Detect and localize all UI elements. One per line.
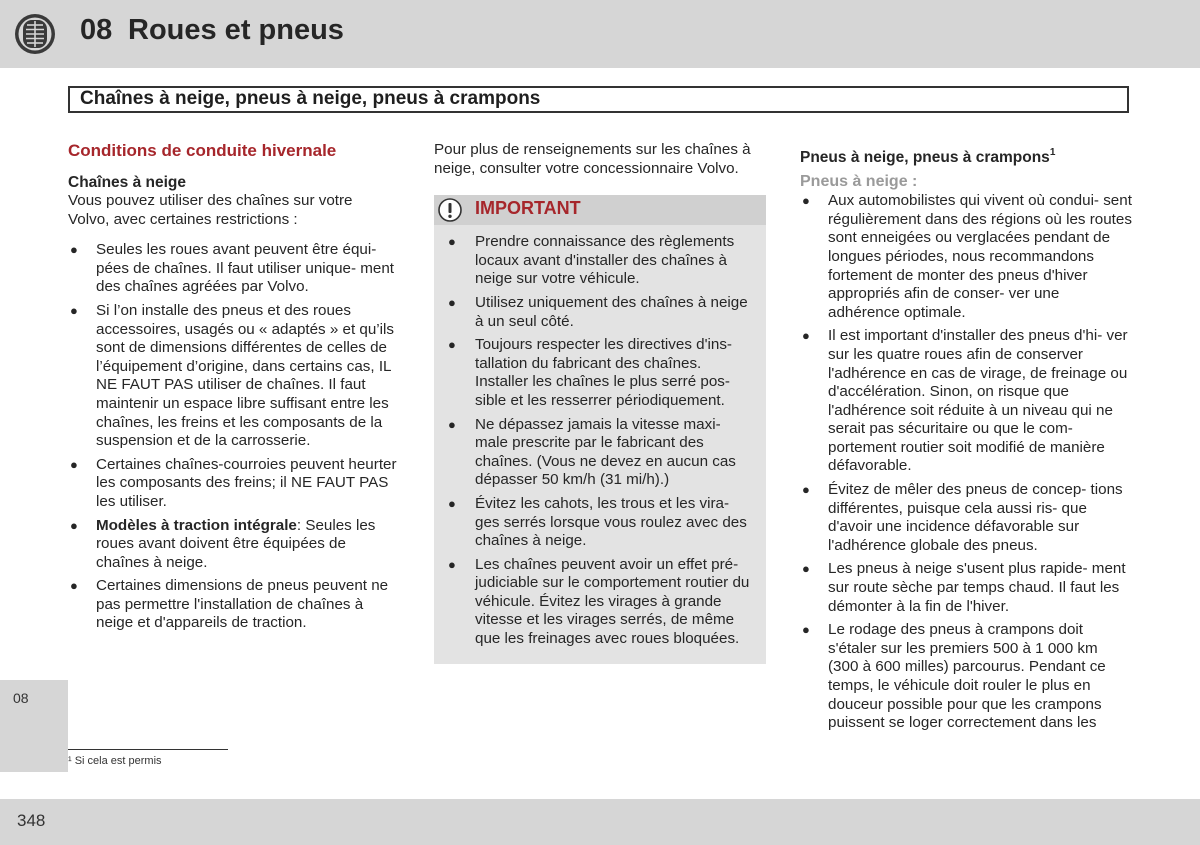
- left-column: [68, 141, 398, 638]
- awd-label: Modèles à traction intégrale: [96, 516, 297, 534]
- list-item: ● Évitez les cahots, les trous et les vira- ges serrés lorsque vous roulez avec des chaînes à neige.: [448, 494, 747, 550]
- section-title: Chaînes à neige, pneus à neige, pneus à crampons: [80, 88, 541, 109]
- list-item: ● Si l’on installe des pneus et des roues accessoires, usagés ou « adaptés » et qu’ils sont de dimensions différentes de celles de l’équipement d’origine, dans certains cas, IL NE FAUT PAS utiliser de chaînes. Il faut maintenir un espace libre suffisant entre les chaînes, les freins et les composants de la suspension et de la carrosserie.: [70, 301, 395, 450]
- dealer-info-text: Pour plus de renseignements sur les chaînes à neige, consulter votre concessionnaire Volvo.: [434, 141, 751, 177]
- list-item: ● Les chaînes peuvent avoir un effet pré- judiciable sur le comportement routier du véhicule. Évitez les virages à grande vitesse et les virages serrés, de même que les freinages avec roues bloquées.: [448, 555, 750, 648]
- page-number: 348: [17, 811, 46, 830]
- list-item: ● Prendre connaissance des règlements locaux avant d'installer des chaînes à neige sur votre véhicule.: [448, 233, 735, 288]
- list-item: ● Certaines dimensions de pneus peuvent ne pas permettre l'installation de chaînes à neige et d'appareils de traction.: [70, 577, 389, 632]
- bullet-icon: ●: [448, 416, 456, 432]
- chapter-number: 08: [80, 14, 113, 46]
- snow-tires-list: [800, 192, 1132, 733]
- chapter-side-tab-label: 08: [13, 690, 29, 706]
- footnote-rule: [68, 749, 228, 750]
- list-item: ● Le rodage des pneus à crampons doit s'étaler sur les premiers 500 à 1 000 km (300 à 600 milles) parcourus. Pendant ce temps, le véhicule doit rouler le plus en douceur possible pour que les crampons puissent se loger correctement dans les: [802, 621, 1106, 732]
- list-item: ● Seules les roues avant peuvent être équi- pées de chaînes. Il faut utiliser unique- ment des chaînes agréées par Volvo.: [70, 241, 395, 296]
- important-box: [434, 195, 766, 663]
- bullet-icon: ●: [448, 556, 456, 572]
- bullet-icon: ●: [802, 193, 810, 209]
- bullet-icon: ●: [70, 242, 78, 258]
- important-label: IMPORTANT: [475, 198, 581, 219]
- bullet-icon: ●: [802, 561, 810, 577]
- right-column: [800, 144, 1132, 738]
- list-item: ● Évitez de mêler des pneus de concep- tions différentes, puisque cela aussi ris- que d'avoir une incidence défavorable sur l'adhérence globale des pneus.: [802, 481, 1123, 554]
- bullet-icon: ●: [70, 302, 78, 318]
- list-item: ● Les pneus à neige s'usent plus rapide- ment sur route sèche par temps chaud. Il faut les démonter à la fin de l'hiver.: [802, 560, 1126, 615]
- list-item: ● Modèles à traction intégrale: Seules les roues avant doivent être équipées de chaînes à neige.: [70, 516, 376, 571]
- chapter-side-tab: [0, 680, 68, 772]
- winter-tires-heading: Pneus à neige, pneus à crampons$^1$: [800, 147, 1056, 167]
- list-item: ● Certaines chaînes-courroies peuvent heurter les composants des freins; il NE FAUT PAS les utiliser.: [70, 455, 397, 510]
- chapter-title: Roues et pneus: [128, 14, 344, 46]
- bullet-icon: ●: [70, 456, 78, 472]
- important-header: [434, 195, 766, 225]
- list-item: ● Utilisez uniquement des chaînes à neige à un seul côté.: [448, 293, 748, 330]
- bullet-icon: ●: [448, 294, 456, 310]
- tire-icon: [14, 13, 56, 55]
- footnote: ¹ Si cela est permis: [68, 755, 162, 767]
- important-list: [434, 225, 766, 648]
- bullet-icon: ●: [448, 234, 456, 250]
- list-item: ● Il est important d'installer des pneus d'hi- ver sur les quatre roues afin de conserver l'adhérence en cas de virage, de freinage ou d'accélération. Sinon, on risque que l'adhérence soit réduite à un niveau qui ne serait pas sécuritaire ou que le com- portement routier soit modifié de manière défavorable.: [802, 327, 1128, 475]
- snow-chains-heading: Chaînes à neige: [68, 174, 187, 191]
- bullet-icon: ●: [802, 482, 810, 498]
- list-item: ● Ne dépassez jamais la vitesse maxi- male prescrite par le fabricant des chaînes. (Vous ne devez en aucun cas dépasser 50 km/h (31 mi/h).): [448, 415, 736, 489]
- list-item: ● Aux automobilistes qui vivent où condui- sent régulièrement dans des régions où les routes sont enneigées ou verglacées pendant de longues périodes, nous recommandons fortement de monter des pneus d'hiver appropriés afin de conser- ver une adhérence optimale.: [802, 192, 1132, 321]
- bullet-icon: ●: [802, 622, 810, 638]
- warning-exclamation-icon: [438, 198, 462, 222]
- snow-chains-list: [68, 241, 398, 633]
- winter-driving-heading: Conditions de conduite hivernale: [68, 141, 337, 160]
- list-item: ● Toujours respecter les directives d'ins- tallation du fabricant des chaînes. Installer les chaînes le plus serré pos- sible et les resserrer périodiquement.: [448, 336, 732, 409]
- bullet-icon: ●: [802, 328, 810, 344]
- bullet-icon: ●: [70, 517, 78, 533]
- snow-chains-intro: Vous pouvez utiliser des chaînes sur votre Volvo, avec certaines restrictions :: [68, 192, 353, 228]
- snow-tires-subheading: Pneus à neige :: [800, 173, 918, 191]
- footnote-marker: 1: [1049, 147, 1056, 158]
- bullet-icon: ●: [70, 578, 78, 594]
- bullet-icon: ●: [448, 495, 456, 511]
- page-footer-band: [0, 799, 1200, 845]
- bullet-icon: ●: [448, 337, 456, 353]
- middle-column: [434, 141, 766, 664]
